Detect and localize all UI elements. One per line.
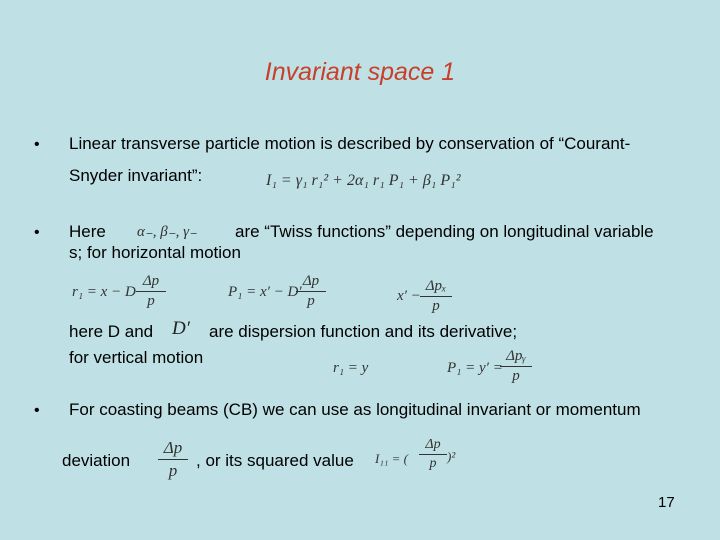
bullet-1-line-1: Linear transverse particle motion is described by conservation of “Courant-	[69, 134, 631, 153]
r1-horizontal-equation: r₁ = x − D	[72, 284, 136, 300]
In-equation-rhs: )²	[447, 449, 456, 464]
bullet-3-line-1: For coasting beams (CB) we can use as longitudinal invariant or momentum	[69, 400, 641, 419]
In-equation-lhs: I₁₁ = (	[375, 451, 408, 466]
slide-title: Invariant space 1	[264, 58, 456, 86]
bullet-2-line-2: s; for horizontal motion	[69, 243, 241, 262]
dpx-over-p-fraction: Δpₓ p	[420, 278, 452, 315]
courant-snyder-invariant-equation: I₁ = γ₁ r₁² + 2α₁ r₁ P₁ + β₁ P₁²	[266, 172, 461, 189]
bullet-3-squared: , or its squared value	[196, 451, 354, 470]
bullet-marker: •	[34, 224, 40, 241]
d-prime-symbol: D′	[172, 318, 190, 339]
dispersion-text-c: for vertical motion	[69, 348, 204, 367]
dp-over-p-fraction: Δp p	[158, 438, 188, 481]
bullet-3-deviation: deviation	[62, 451, 131, 470]
dp-over-p-fraction: Δp p	[419, 437, 447, 472]
bullet-marker: •	[34, 402, 40, 419]
r1-vertical-equation: r₁ = y	[333, 360, 369, 376]
twiss-symbols: α₋, β₋, γ₋	[137, 224, 198, 240]
dpy-over-p-fraction: Δpᵧ p	[500, 348, 532, 385]
dp-over-p-fraction: Δp p	[296, 273, 326, 310]
P1-horizontal-equation: P₁ = x′ − D′	[228, 284, 302, 300]
dispersion-text-b: are dispersion function and its derivative;	[209, 322, 518, 341]
page-number: 17	[658, 494, 675, 511]
bullet-marker: •	[34, 136, 40, 153]
xprime-equation: x′ −	[397, 288, 421, 304]
dp-over-p-fraction: Δp p	[136, 273, 166, 310]
P1-vertical-equation: P₁ = y′ =	[447, 360, 503, 376]
dispersion-text-a: here D and	[69, 322, 154, 341]
bullet-1-line-2: Snyder invariant”:	[69, 166, 203, 185]
bullet-2-line-1: are “Twiss functions” depending on longitudinal variable	[235, 222, 654, 241]
bullet-2-here: Here	[69, 222, 106, 241]
